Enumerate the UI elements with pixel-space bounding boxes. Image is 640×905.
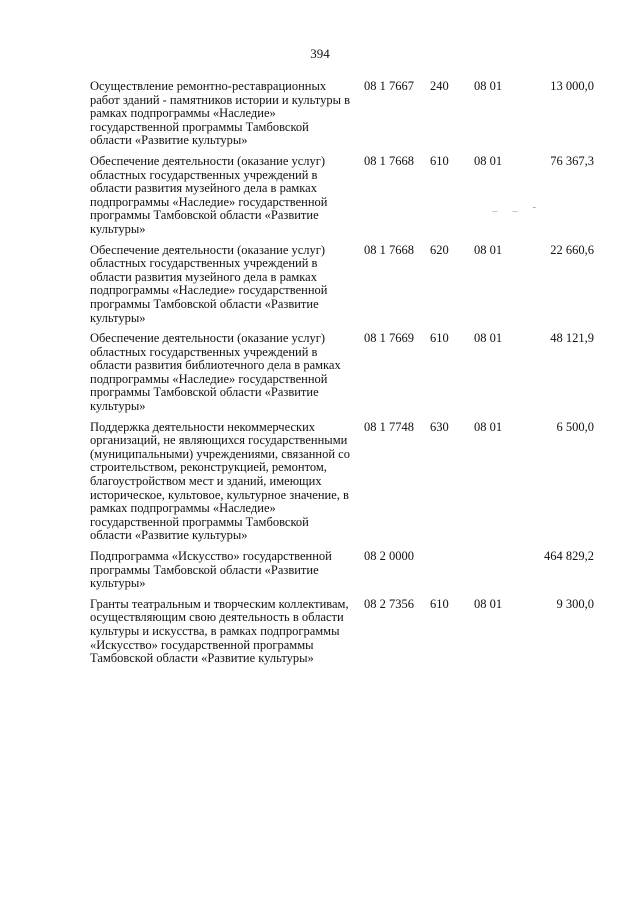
row-description: Гранты театральным и творческим коллективам, осуществляющим свою деятельность в области культуры и искусства, в рамках подпрограммы «Искусство» государственной программы Тамбовской области «Развитие культуры» [90,596,349,666]
scan-artifact: _ _ - [492,201,543,213]
row-csr-code: 08 2 0000 [364,549,414,563]
table-row [90,244,610,326]
row-sum: 9 300,0 [556,596,594,611]
table-row [90,332,610,414]
row-vr-code: 240 [430,79,449,93]
row-description: Подпрограмма «Искусство» государственной программы Тамбовской области «Развитие культуры» [90,549,332,591]
row-vr-code: 630 [430,419,449,434]
row-description: Осуществление ремонтно-реставрационных работ зданий - памятников истории и культуры в рамках подпрограммы «Наследие» государственной программы Тамбовской области «Развитие культуры» [90,79,351,148]
row-rzpr-code: 08 01 [474,331,503,346]
row-vr-code: 610 [430,331,449,346]
row-rzpr-code: 08 01 [474,153,503,168]
row-csr-code: 08 2 7356 [364,596,414,611]
row-description: Обеспечение деятельности (оказание услуг) областных государственных учреждений в области развития музейного дела в рамках подпрограммы «Наследие» государственной программы Тамбовской области «Развитие культуры» [90,242,328,325]
row-rzpr-code: 08 01 [474,242,503,257]
row-sum: 22 660,6 [550,242,594,257]
row-sum: 13 000,0 [550,79,594,93]
row-description: Обеспечение деятельности (оказание услуг) областных государственных учреждений в области развития музейного дела в рамках подпрограммы «Наследие» государственной программы Тамбовской области «Развитие культуры» [90,153,328,236]
row-sum: 76 367,3 [550,153,594,168]
row-csr-code: 08 1 7748 [364,419,414,434]
row-csr-code: 08 1 7668 [364,153,414,168]
page-number: 394 [310,46,330,61]
table-row [90,550,610,591]
table-row [90,155,610,237]
row-description: Поддержка деятельности некоммерческих организаций, не являющихся государственными (муниципальными) учреждениями, связанной со строительством, реконструкцией, ремонтом, благоустройством мест и зданий, имеющих историческое, культовое, культурное значение, в рамках подпрограммы «Наследие» государственной программы Тамбовской области «Развитие культуры» [90,419,350,543]
row-csr-code: 08 1 7667 [364,79,414,93]
row-vr-code: 610 [430,153,449,168]
row-description: Обеспечение деятельности (оказание услуг) областных государственных учреждений в области развития библиотечного дела в рамках подпрограммы «Наследие» государственной программы Тамбовской области «Развитие культуры» [90,331,341,414]
row-csr-code: 08 1 7668 [364,242,414,257]
budget-table [90,80,610,673]
table-row [90,598,610,666]
row-sum: 6 500,0 [556,419,594,434]
row-sum: 48 121,9 [550,331,594,346]
row-csr-code: 08 1 7669 [364,331,414,346]
row-sum: 464 829,2 [544,549,594,563]
row-rzpr-code: 08 01 [474,596,503,611]
row-vr-code: 620 [430,242,449,257]
row-rzpr-code: 08 01 [474,79,503,93]
row-vr-code: 610 [430,596,449,611]
table-row [90,421,610,543]
row-rzpr-code: 08 01 [474,419,503,434]
table-row [90,80,610,148]
